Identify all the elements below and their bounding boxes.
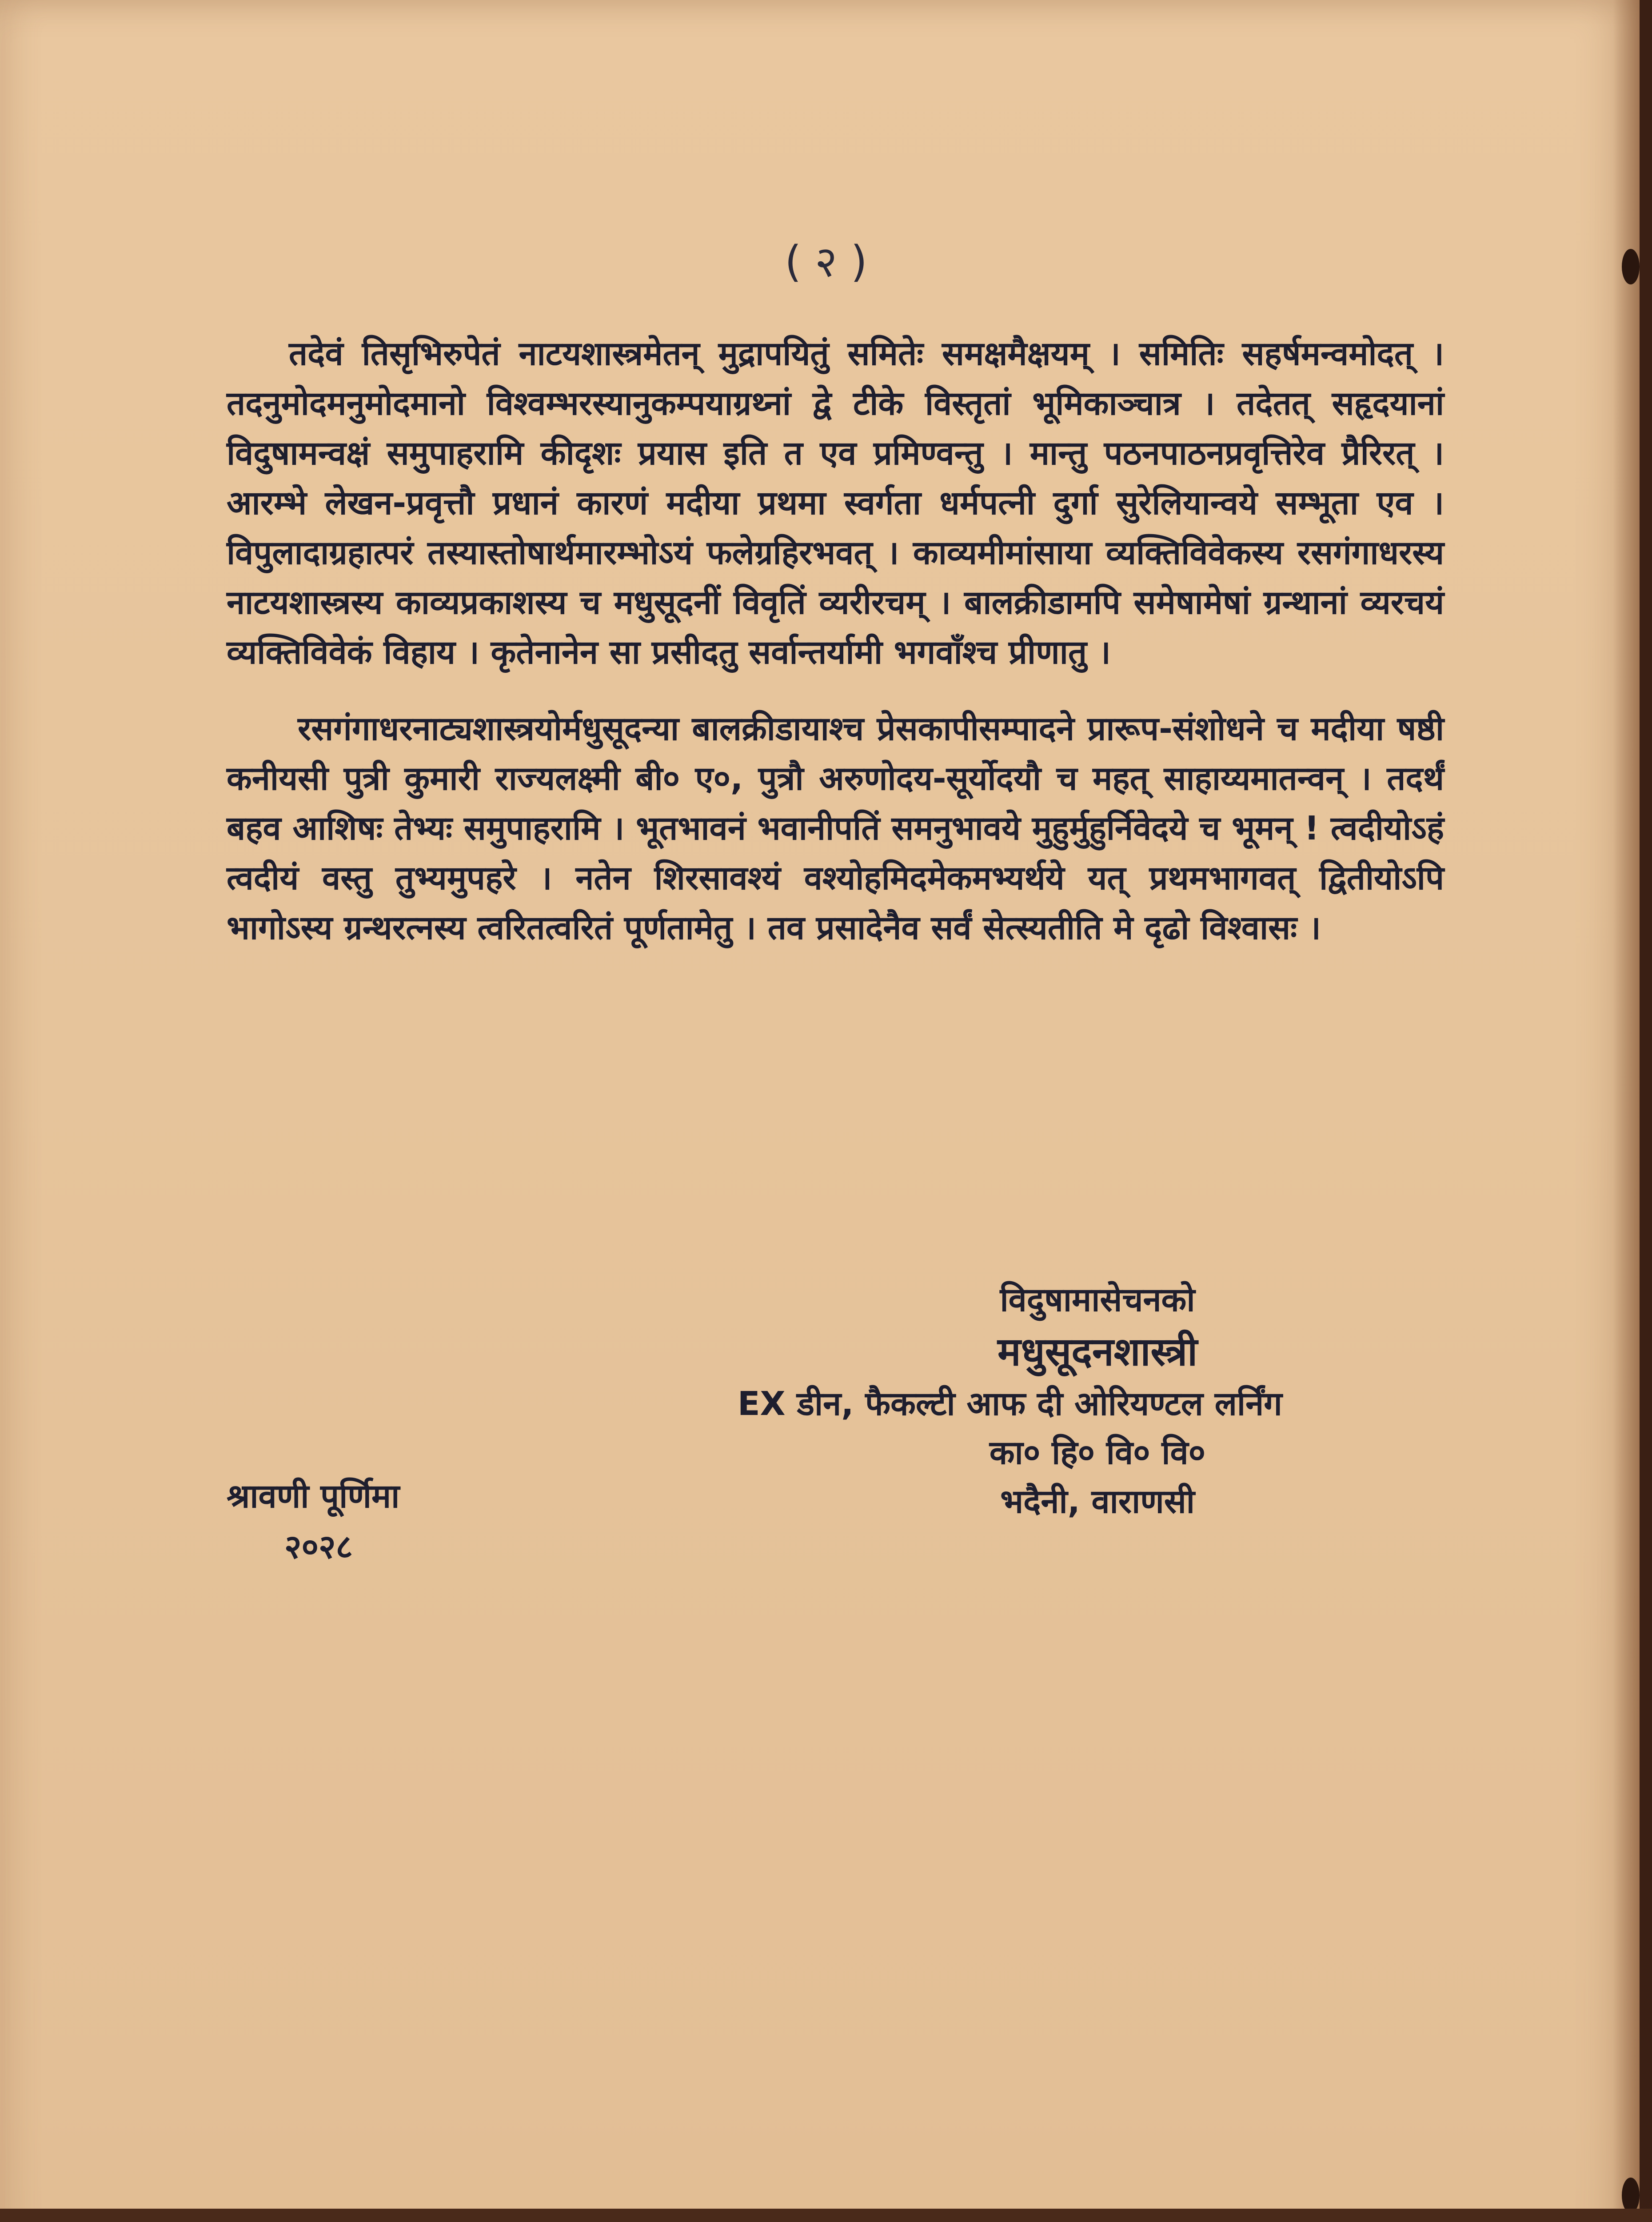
- signature-block: [738, 1275, 1457, 1526]
- preface-body: [227, 329, 1444, 979]
- page-number: ( २ ): [785, 237, 867, 287]
- author-title: EX डीन, फैकल्टी आफ दी ओरियण्टल लर्निंग: [738, 1385, 1282, 1423]
- page-bottom-edge: [0, 2209, 1652, 2222]
- author-institution: का० हि० वि० वि०: [989, 1434, 1206, 1472]
- signature-salutation: विदुषामासेचनको: [1000, 1281, 1195, 1319]
- paragraph-1: तदेवं तिसृभिरुपेतं नाटयशास्त्रमेतन् मुद्रापयितुं समितेः समक्षमैक्षयम् । समितिः सहर्षमन्वमोदत् । तदनुमोदमनुमोदमानो विश्वम्भरस्यानुकम्पयाग्रथ्नां द्वे टीके विस्तृतां भूमिकाञ्चात्र । तदेतत् सहृदयानां विदुषामन्वक्षं समुपाहरामि कीदृशः प्रयास इति त एव प्रमिण्वन्तु । मान्तु पठनपाठनप्रवृत्तिरेव प्रैरिरत् । आरम्भे लेखन-प्रवृत्तौ प्रधानं कारणं मदीया प्रथमा स्वर्गता धर्मपत्नी दुर्गा सुरेलियान्वये सम्भूता एव । विपुलादाग्रहात्परं तस्यास्तोषार्थमारम्भोऽयं फलेग्रहिरभवत् । काव्यमीमांसाया व्यक्तिविवेकस्य रसगंगाधरस्य नाटयशास्त्रस्य काव्यप्रकाशस्य च मधुसूदनीं विवृतिं व्यरीरचम् । बालक्रीडामपि समेषामेषां ग्रन्थानां व्यरचयं व्यक्तिविवेकं विहाय । कृतेनानेन सा प्रसीदतु सर्वान्तर्यामी भगवाँश्च प्रीणातु ।: [227, 335, 1444, 671]
- binding-mark-top: [1622, 249, 1640, 284]
- page-spine-shadow: [1613, 0, 1640, 2222]
- date-occasion: श्रावणी पूर्णिमा: [227, 1477, 400, 1515]
- paragraph-2: रसगंगाधरनाट्यशास्त्रयोर्मधुसूदन्या बालक्रीडायाश्च प्रेसकापीसम्पादने प्रारूप-संशोधने च मदीया षष्ठी कनीयसी पुत्री कुमारी राज्यलक्ष्मी बी० ए०, पुत्रौ अरुणोदय-सूर्योदयौ च महत् साहाय्यमातन्वन् । तदर्थं बहव आशिषः तेभ्यः समुपाहरामि । भूतभावनं भवानीपतिं समनुभावये मुहुर्मुहुर्निवेदये च भूमन् ! त्वदीयोऽहं त्वदीयं वस्तु तुभ्यमुपहरे । नतेन शिरसावश्यं वश्योहमिदमेकमभ्यर्थये यत् प्रथमभागवत् द्वितीयोऽपि भागोऽस्य ग्रन्थरत्नस्य त्वरितत्वरितं पूर्णतामेतु । तव प्रसादेनैव सर्वं सेत्स्यतीति मे दृढो विश्वासः ।: [227, 710, 1444, 947]
- date-year: २०२८: [284, 1528, 353, 1566]
- binding-mark-bottom: [1622, 2178, 1640, 2213]
- author-address: भदैनी, वाराणसी: [1000, 1483, 1195, 1521]
- author-name: मधुसूदनशास्त्री: [997, 1329, 1198, 1375]
- date-block: [227, 1471, 399, 1572]
